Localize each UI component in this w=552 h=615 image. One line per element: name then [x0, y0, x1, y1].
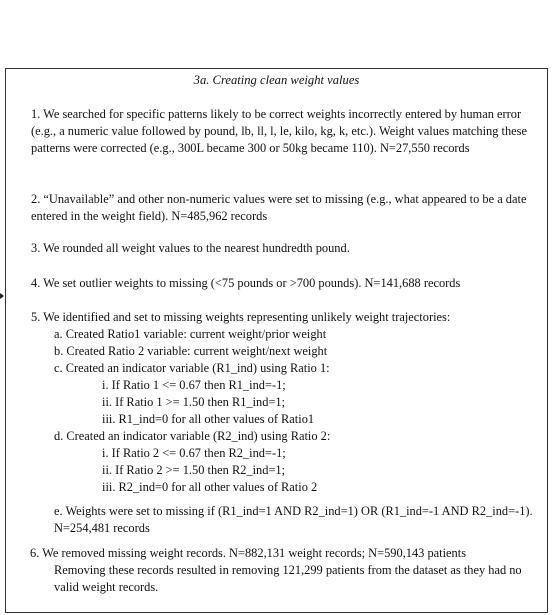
step-1: 1. We searched for specific patterns likely to be correct weights incorrectly entered by human error (e.g., a numeric value followed by pound, lb, ll, l, le, kilo, kg, k, etc.). Weight values matching these patterns were corrected (e.g., 300L became 300 or 50kg became 110). N=27,550 records — [31, 107, 527, 155]
step-5d-ii: ii. If Ratio 2 >= 1.50 then R2_ind=1; — [102, 463, 286, 477]
step-5b: b. Created Ratio 2 variable: current weight/next weight — [54, 344, 328, 358]
step-4: 4. We set outlier weights to missing (<75 pounds or >700 pounds). N=141,688 records — [31, 276, 461, 290]
box-title: 3a. Creating clean weight values — [193, 73, 360, 87]
step-5e: e. Weights were set to missing if (R1_ind=1 AND R2_ind=1) OR (R1_ind=-1 AND R2_ind=-1). N=254,481 records — [54, 504, 533, 535]
weight-cleaning-box — [5, 68, 548, 613]
step-5d-i: i. If Ratio 2 <= 0.67 then R2_ind=-1; — [102, 446, 286, 460]
step-6-line-2: Removing these records resulted in removing 121,299 patients from the dataset as they had no valid weight records. — [54, 563, 522, 594]
step-2: 2. “Unavailable” and other non-numeric values were set to missing (e.g., what appeared to be a date entered in the weight field). N=485,962 records — [31, 192, 527, 223]
step-5d-iii: iii. R2_ind=0 for all other values of Ratio 2 — [102, 480, 318, 494]
step-5d: d. Created an indicator variable (R2_ind) using Ratio 2: — [54, 429, 331, 443]
step-5: 5. We identified and set to missing weights representing unlikely weight trajectories: — [31, 310, 451, 324]
step-3: 3. We rounded all weight values to the nearest hundredth pound. — [31, 241, 350, 255]
connector-arrow — [0, 293, 4, 299]
step-5c-i: i. If Ratio 1 <= 0.67 then R1_ind=-1; — [102, 378, 286, 392]
step-6-line-1: 6. We removed missing weight records. N=882,131 weight records; N=590,143 patients — [30, 546, 467, 560]
step-5c: c. Created an indicator variable (R1_ind) using Ratio 1: — [54, 361, 330, 375]
step-5c-iii: iii. R1_ind=0 for all other values of Ratio1 — [102, 412, 315, 426]
step-5a: a. Created Ratio1 variable: current weight/prior weight — [54, 327, 327, 341]
step-5c-ii: ii. If Ratio 1 >= 1.50 then R1_ind=1; — [102, 395, 286, 409]
